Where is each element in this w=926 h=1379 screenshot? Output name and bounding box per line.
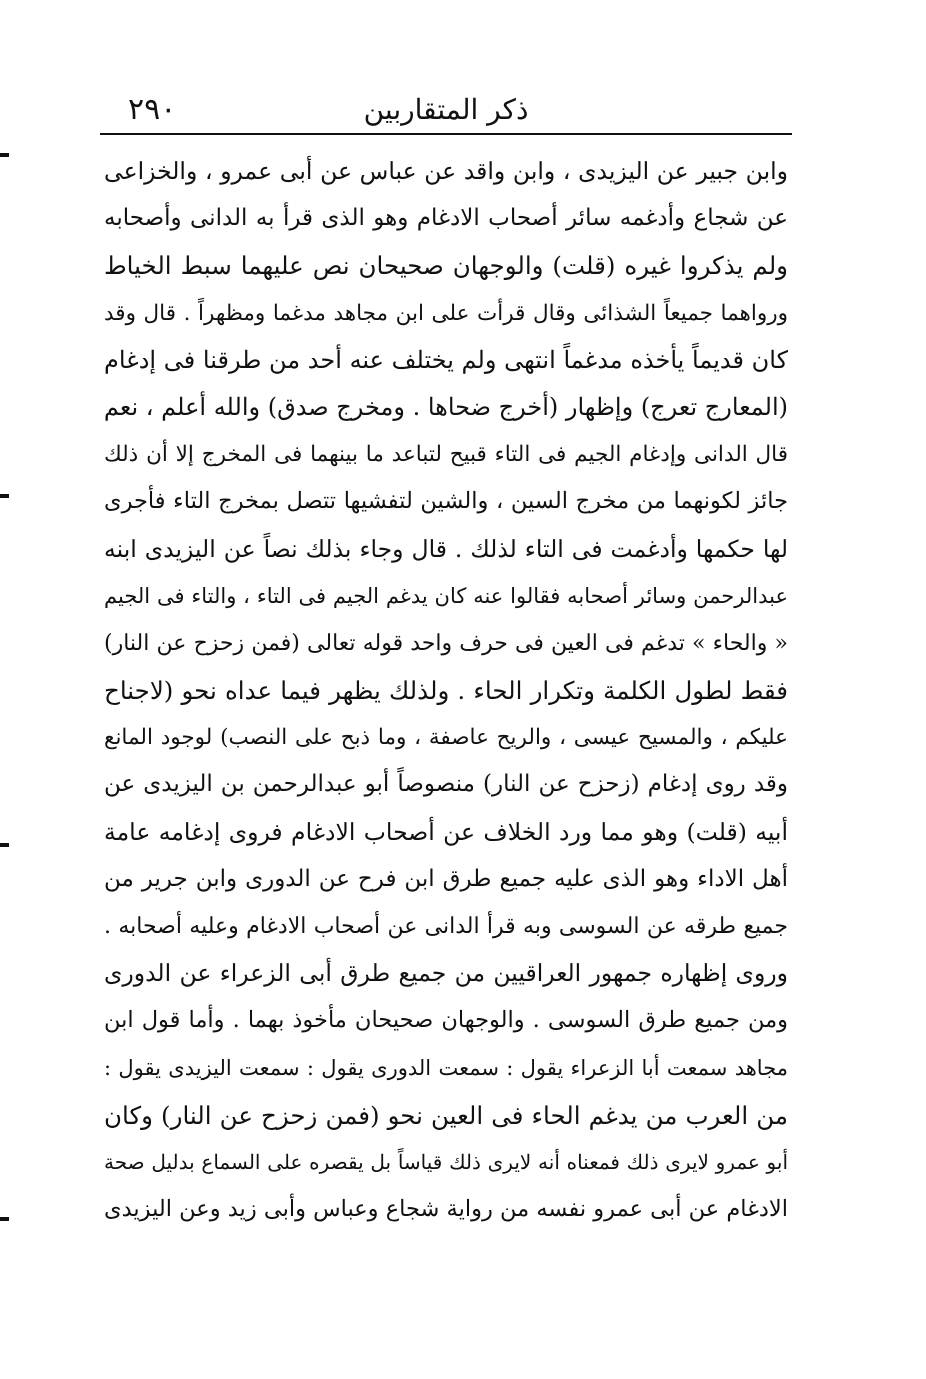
text-line: كان قديماً يأخذه مدغماً انتهى ولم يختلف عنه أحد من طرقنا فى إدغام: [104, 345, 788, 374]
text-line: (المعارج تعرج) وإظهار (أخرج ضحاها . ومخرج صدق) والله أعلم ، نعم: [104, 392, 788, 421]
text-line: جائز لكونهما من مخرج السين ، والشين لتفشيها تتصل بمخرج التاء فأجرى: [104, 488, 788, 515]
text-line: وروى إظهاره جمهور العراقيين من جميع طرق أبى الزعراء عن الدورى: [104, 959, 788, 988]
margin-tick: [0, 1217, 9, 1221]
text-line: ورواهما جميعاً الشذائى وقال قرأت على ابن مجاهد مدغما ومظهراً . قال وقد: [104, 300, 788, 326]
text-line: الادغام عن أبى عمرو نفسه من رواية شجاع وعباس وأبى زيد وعن اليزيدى: [104, 1196, 788, 1223]
text-line: عبدالرحمن وسائر أصحابه فقالوا عنه كان يدغم الجيم فى التاء ، والتاء فى الجيم: [104, 583, 788, 608]
header-rule: [100, 133, 792, 135]
text-line: ومن جميع طرق السوسى . والوجهان صحيحان مأخوذ بهما . وأما قول ابن: [104, 1007, 788, 1034]
text-line: عليكم ، والمسيح عيسى ، والريح عاصفة ، وما ذبح على النصب) لوجود المانع: [104, 725, 788, 751]
text-line: « والحاء » تدغم فى العين فى حرف واحد قوله تعالى (فمن زحزح عن النار): [104, 630, 788, 656]
text-line: مجاهد سمعت أبا الزعراء يقول : سمعت الدورى يقول : سمعت اليزيدى يقول :: [104, 1055, 788, 1080]
text-line: جميع طرقه عن السوسى وبه قرأ الدانى عن أصحاب الادغام وعليه أصحابه .: [104, 914, 788, 939]
page-header: [100, 88, 792, 132]
text-line: أهل الاداء وهو الذى عليه جميع طرق ابن فرح عن الدورى وابن جرير من: [104, 865, 788, 892]
text-line: لها حكمها وأدغمت فى التاء لذلك . قال وجاء بذلك نصاً عن اليزيدى ابنه: [104, 534, 788, 563]
margin-tick: [0, 843, 9, 847]
text-line: وابن جبير عن اليزيدى ، وابن واقد عن عباس عن أبى عمرو ، والخزاعى: [104, 157, 788, 185]
running-title: ذكر المتقاربين: [363, 93, 529, 126]
text-line: من العرب من يدغم الحاء فى العين نحو (فمن زحزح عن النار) وكان: [104, 1100, 788, 1130]
margin-tick: [0, 153, 9, 157]
body-text: [104, 148, 788, 1233]
page-number: ٢٩٠: [128, 92, 177, 127]
text-line: ولم يذكروا غيره (قلت) والوجهان صحيحان نص عليهما سبط الخياط: [104, 251, 788, 281]
margin-tick: [0, 494, 9, 498]
text-line: قال الدانى وإدغام الجيم فى التاء قبيح لتباعد ما بينهما فى المخرج إلا أن ذلك: [104, 442, 788, 468]
text-line: أبيه (قلت) وهو مما ورد الخلاف عن أصحاب الادغام فروى إدغامه عامة: [104, 817, 788, 846]
text-line: أبو عمرو لايرى ذلك فمعناه أنه لايرى ذلك قياساً بل يقصره على السماع بدليل صحة: [104, 1149, 788, 1174]
text-line: وقد روى إدغام (زحزح عن النار) منصوصاً أبو عبدالرحمن بن اليزيدى عن: [104, 771, 788, 798]
text-line: عن شجاع وأدغمه سائر أصحاب الادغام وهو الذى قرأ به الدانى وأصحابه: [104, 205, 788, 232]
text-line: فقط لطول الكلمة وتكرار الحاء . ولذلك يظهر فيما عداه نحو (لاجناح: [104, 676, 788, 706]
